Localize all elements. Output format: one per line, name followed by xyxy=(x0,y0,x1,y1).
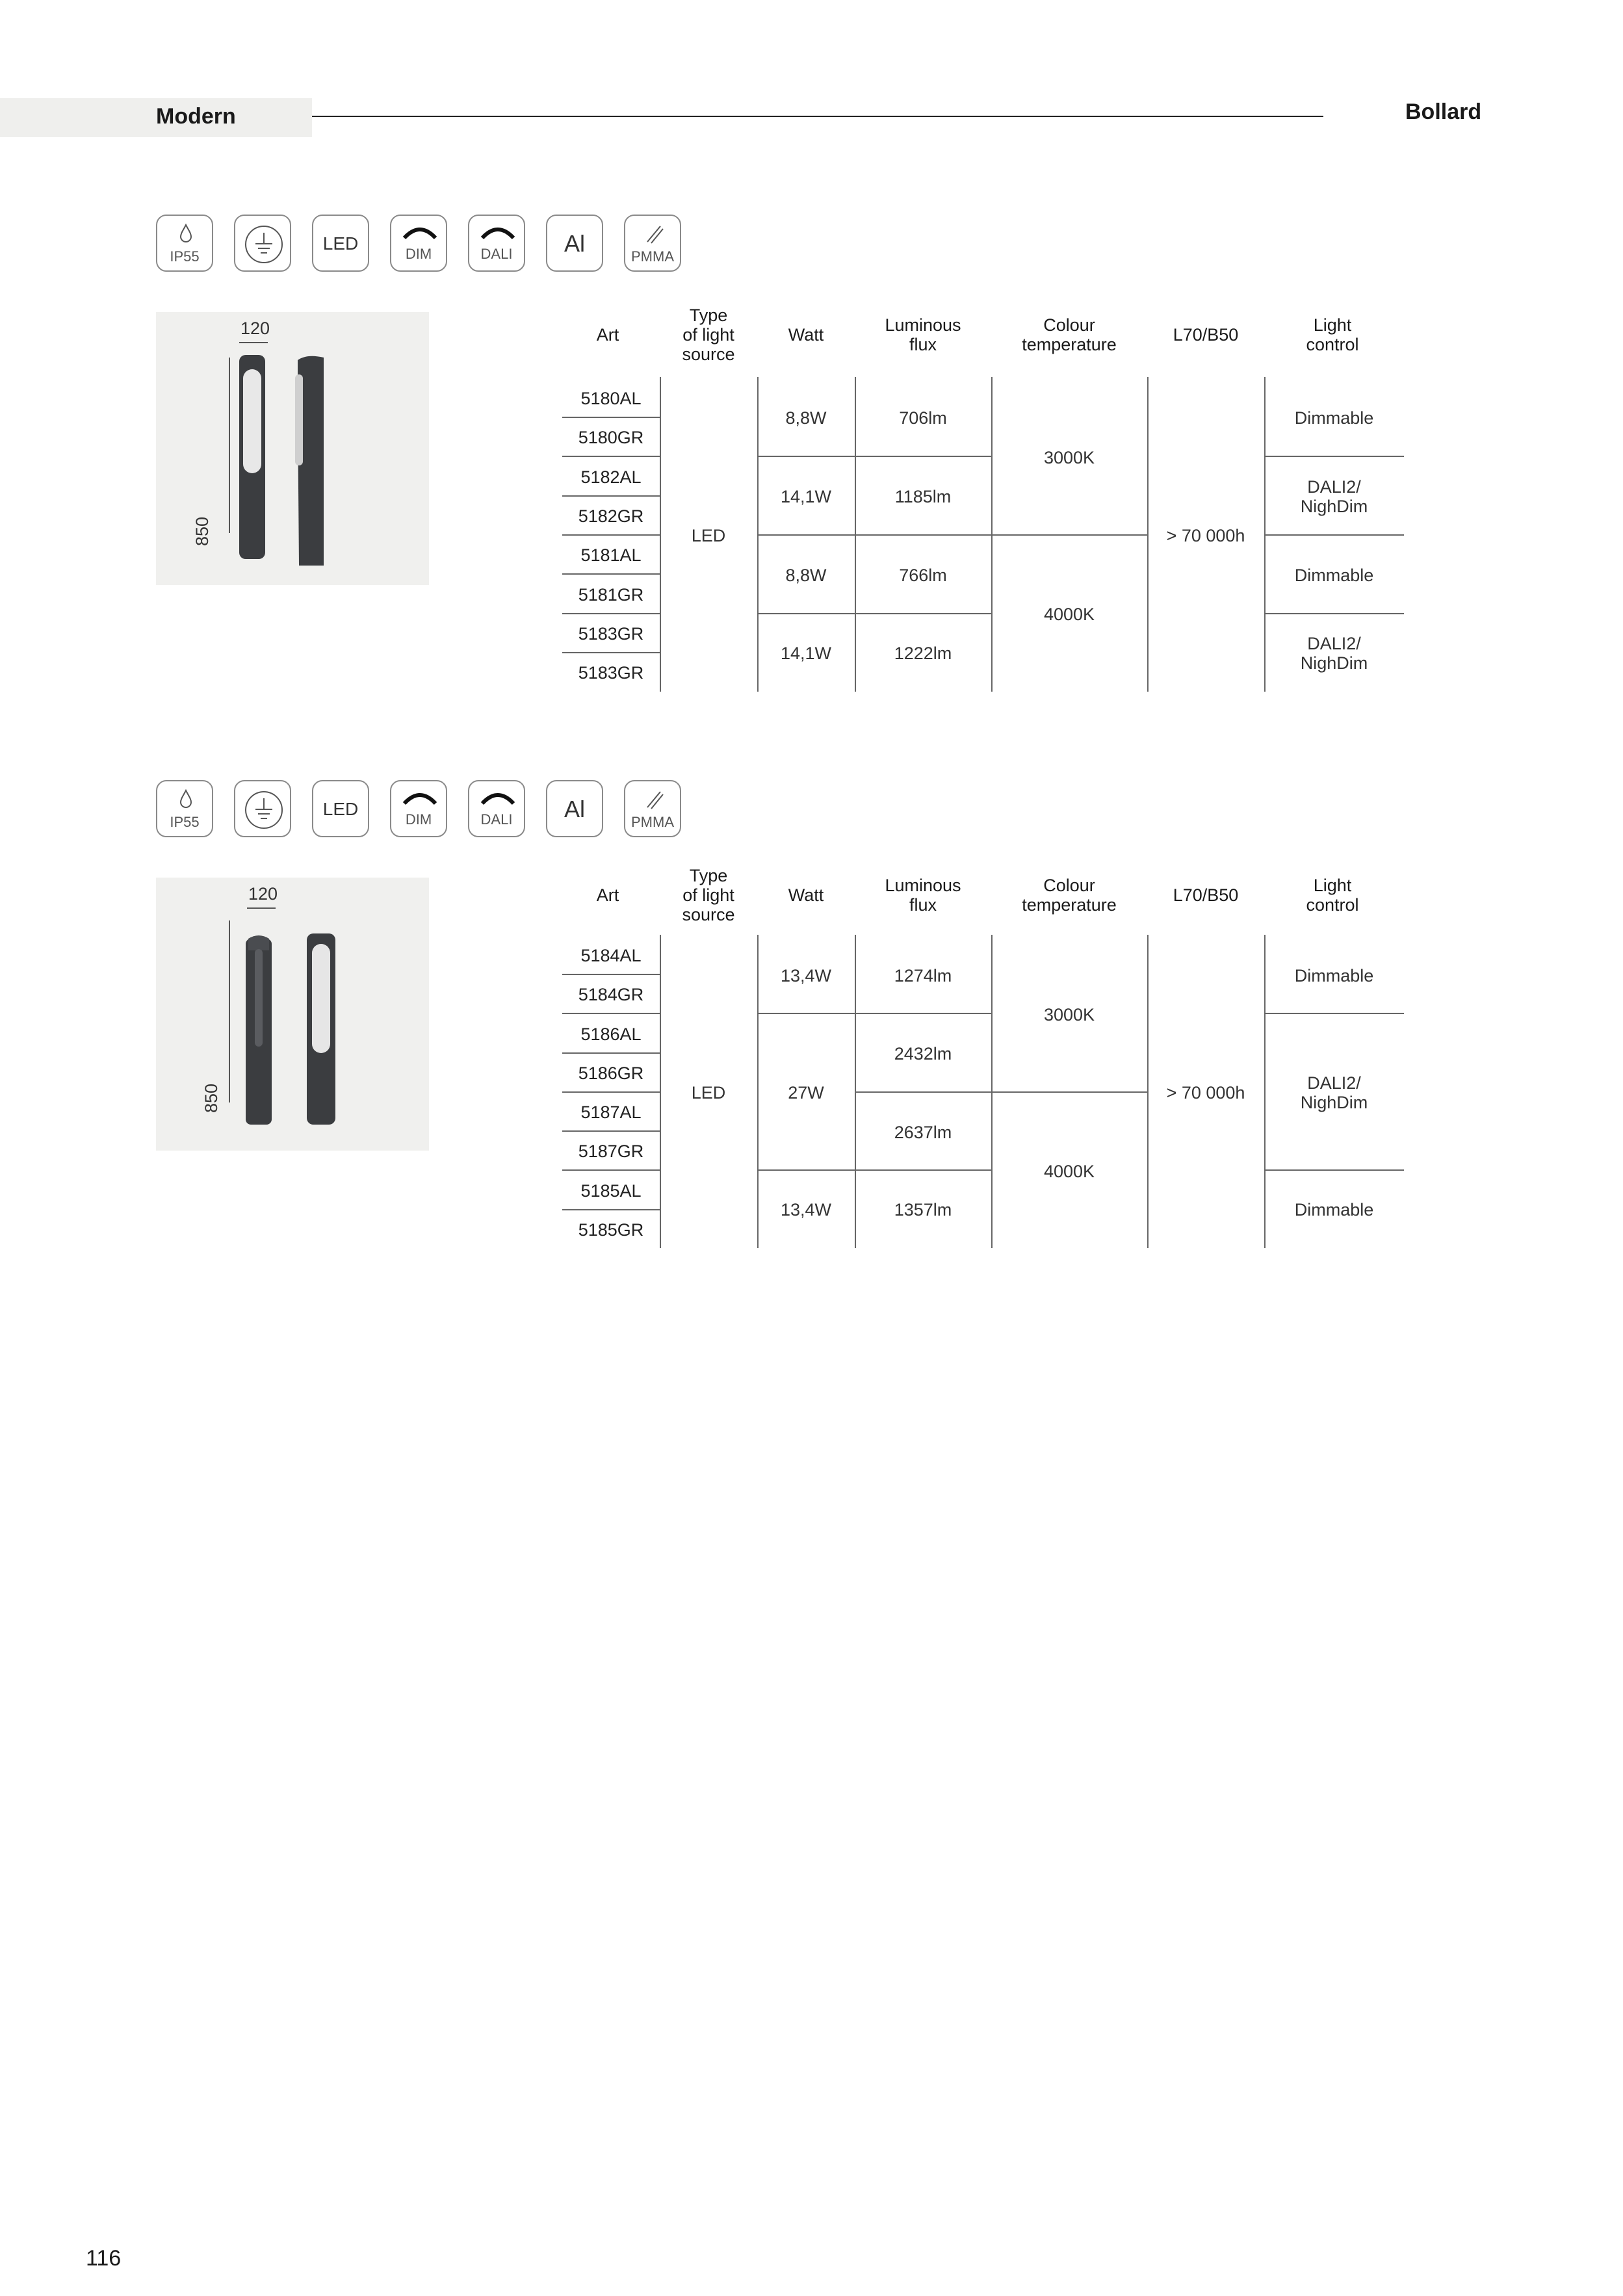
art-code: 5180AL xyxy=(580,389,642,408)
control-value: Dimmable xyxy=(1294,408,1374,428)
pmma-label: PMMA xyxy=(631,814,674,830)
header-control: Light control xyxy=(1306,315,1359,354)
ip55-label: IP55 xyxy=(170,248,200,265)
art-code: 5183GR xyxy=(578,624,644,644)
header-colour: Colour temperature xyxy=(1022,876,1117,915)
art-code: 5186GR xyxy=(578,1063,644,1083)
header-type: Type of light source xyxy=(682,866,735,924)
colour-temp: 3000K xyxy=(1043,1005,1095,1024)
header-art: Art xyxy=(596,325,619,345)
ground-icon xyxy=(234,215,291,272)
lifetime: > 70 000h xyxy=(1166,526,1245,545)
control-value: Dimmable xyxy=(1294,1200,1374,1220)
ip55-icon xyxy=(156,215,213,272)
art-code: 5187AL xyxy=(580,1102,642,1122)
led-icon xyxy=(312,215,369,272)
ip55-label: IP55 xyxy=(170,814,200,830)
led-icon xyxy=(312,780,369,837)
art-code: 5186AL xyxy=(580,1024,642,1044)
ip55-icon xyxy=(156,780,213,837)
header-type: Type of light source xyxy=(682,306,735,364)
pmma-icon xyxy=(624,780,681,837)
pmma-label: PMMA xyxy=(631,248,674,265)
dali-icon xyxy=(468,215,525,272)
art-code: 5182AL xyxy=(580,467,642,487)
watt-value: 14,1W xyxy=(780,487,832,506)
header-watt: Watt xyxy=(788,885,824,905)
art-code: 5185AL xyxy=(580,1181,642,1201)
dim-icon xyxy=(390,215,447,272)
header-control: Light control xyxy=(1306,876,1359,915)
flux-value: 1185lm xyxy=(894,487,952,506)
watt-value: 27W xyxy=(788,1083,824,1102)
watt-value: 13,4W xyxy=(780,966,832,985)
dali-icon xyxy=(468,780,525,837)
watt-value: 13,4W xyxy=(780,1200,832,1220)
header-l70: L70/B50 xyxy=(1173,885,1239,905)
colour-temp: 4000K xyxy=(1043,605,1095,624)
header-flux: Luminous flux xyxy=(885,876,961,915)
dali-label: DALI xyxy=(480,811,513,828)
al-label: Al xyxy=(564,230,585,257)
pmma-icon xyxy=(624,215,681,272)
light-source: LED xyxy=(691,526,726,545)
art-code: 5180GR xyxy=(578,428,644,447)
dimension-width: 120 xyxy=(240,319,270,338)
control-value: Dimmable xyxy=(1294,566,1374,585)
control-value: DALI2/ NighDim xyxy=(1300,477,1368,516)
header-flux: Luminous flux xyxy=(885,315,961,354)
flux-value: 1274lm xyxy=(894,966,952,985)
art-code: 5182GR xyxy=(578,506,644,526)
watt-value: 8,8W xyxy=(785,566,827,585)
page-number: 116 xyxy=(86,2246,122,2271)
watt-value: 8,8W xyxy=(785,408,827,428)
bollard-illustration xyxy=(156,878,429,1151)
flux-value: 1357lm xyxy=(894,1200,952,1220)
bollard-illustration xyxy=(156,312,429,585)
header-divider xyxy=(312,116,1323,117)
art-code: 5184GR xyxy=(578,985,644,1004)
art-code: 5184AL xyxy=(580,946,642,965)
art-code: 5187GR xyxy=(578,1141,644,1161)
control-value: DALI2/ NighDim xyxy=(1300,634,1368,673)
header-l70: L70/B50 xyxy=(1173,325,1239,345)
art-code: 5183GR xyxy=(578,663,644,683)
header-colour: Colour temperature xyxy=(1022,315,1117,354)
dimension-height: 850 xyxy=(201,1083,221,1113)
flux-value: 706lm xyxy=(899,408,947,428)
aluminium-icon xyxy=(546,780,603,837)
flux-value: 2432lm xyxy=(894,1044,952,1063)
category-title: Bollard xyxy=(1405,99,1482,124)
dim-icon xyxy=(390,780,447,837)
lifetime: > 70 000h xyxy=(1166,1083,1245,1102)
flux-value: 766lm xyxy=(899,566,947,585)
dim-label: DIM xyxy=(405,811,432,828)
header-watt: Watt xyxy=(788,325,824,345)
ground-icon xyxy=(234,780,291,837)
led-label: LED xyxy=(322,799,359,819)
dimension-width: 120 xyxy=(248,884,278,904)
header-art: Art xyxy=(596,885,619,905)
flux-value: 2637lm xyxy=(894,1123,952,1142)
control-value: Dimmable xyxy=(1294,966,1374,985)
product-image-2 xyxy=(156,878,429,1151)
control-value: DALI2/ NighDim xyxy=(1300,1073,1368,1112)
flux-value: 1222lm xyxy=(894,644,952,663)
dim-label: DIM xyxy=(405,246,432,262)
art-code: 5181AL xyxy=(580,545,642,565)
dali-label: DALI xyxy=(480,246,513,262)
aluminium-icon xyxy=(546,215,603,272)
dimension-height: 850 xyxy=(192,516,212,546)
colour-temp: 3000K xyxy=(1043,448,1095,467)
art-code: 5181GR xyxy=(578,585,644,605)
led-label: LED xyxy=(322,233,359,254)
art-code: 5185GR xyxy=(578,1220,644,1240)
product-image-1 xyxy=(156,312,429,585)
section-tab xyxy=(0,98,312,137)
section-title: Modern xyxy=(156,104,236,129)
watt-value: 14,1W xyxy=(780,644,832,663)
light-source: LED xyxy=(691,1083,726,1102)
colour-temp: 4000K xyxy=(1043,1162,1095,1181)
al-label: Al xyxy=(564,796,585,822)
